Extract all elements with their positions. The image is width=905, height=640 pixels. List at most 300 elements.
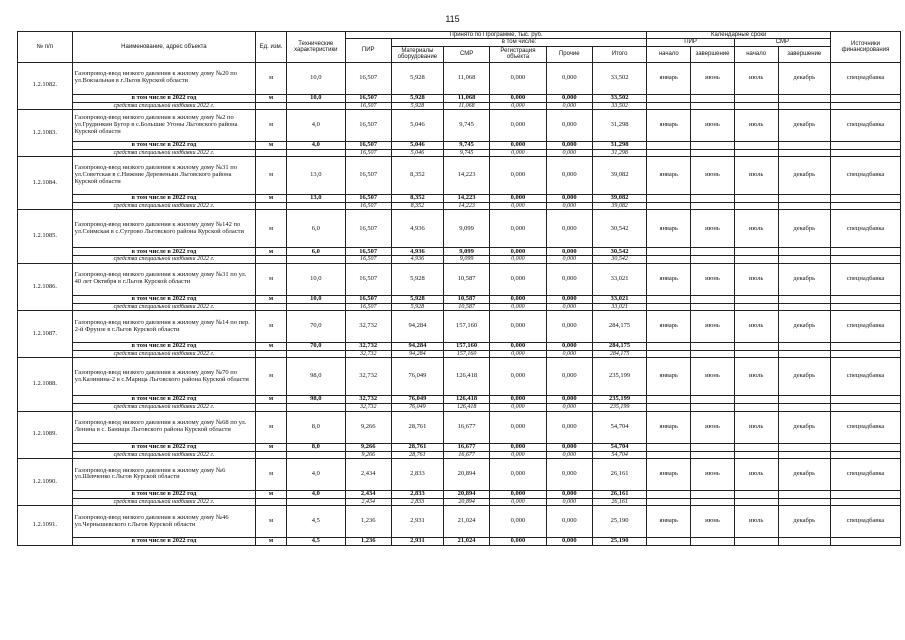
subtotal-materials: 5,928: [391, 94, 443, 102]
fund-smr: 9,099: [444, 256, 490, 263]
empty-cell: [830, 443, 900, 451]
subtotal-other: 0,000: [546, 396, 592, 404]
fund-materials: 28,761: [391, 451, 443, 458]
unit-cell: м: [256, 411, 287, 443]
empty-cell: [691, 351, 735, 358]
fund-pir: 16,507: [345, 203, 391, 210]
empty-cell: [734, 102, 778, 109]
empty-cell: [691, 538, 735, 546]
empty-cell: [734, 248, 778, 256]
smr-cell: 10,587: [444, 263, 490, 295]
fund-label: средства специальной надбавки 2022 г.: [72, 102, 256, 109]
empty-cell: [734, 343, 778, 351]
smr-end-cell: декабрь: [778, 358, 830, 396]
pir-start-cell: январь: [647, 210, 691, 248]
empty-cell: [647, 94, 691, 102]
fund-smr: 9,745: [444, 149, 490, 156]
smr-end-cell: декабрь: [778, 210, 830, 248]
subtotal-label: в том числе в 2022 год: [72, 295, 256, 303]
subtotal-other: 0,000: [546, 538, 592, 546]
row-number: 1.2.1090.: [18, 458, 73, 505]
subtotal-pir: 1,236: [345, 538, 391, 546]
smr-start-cell: июль: [734, 62, 778, 94]
fund-other: 0,000: [546, 102, 592, 109]
empty-cell: [647, 490, 691, 498]
pir-start-cell: январь: [647, 358, 691, 396]
smr-end-cell: декабрь: [778, 109, 830, 141]
empty-cell: [734, 295, 778, 303]
empty-cell: [256, 351, 287, 358]
object-name: Газопровод-ввод низкого давления к жилому дому №6 ул.Шевченко г.Льгов Курской области: [72, 458, 256, 490]
empty-cell: [734, 256, 778, 263]
tech-cell: 4,5: [286, 506, 345, 538]
subtotal-label: в том числе в 2022 год: [72, 248, 256, 256]
empty-cell: [256, 451, 287, 458]
subtotal-tech: 4,5: [286, 538, 345, 546]
empty-cell: [734, 538, 778, 546]
tech-cell: 10,0: [286, 263, 345, 295]
empty-cell: [691, 248, 735, 256]
subtotal-total: 26,161: [592, 490, 647, 498]
subtotal-unit: м: [256, 396, 287, 404]
materials-cell: 4,936: [391, 210, 443, 248]
pir-end-cell: июнь: [691, 458, 735, 490]
pir-cell: 1,236: [345, 506, 391, 538]
subtotal-reg: 0,000: [490, 195, 547, 203]
subtotal-label: в том числе в 2022 год: [72, 443, 256, 451]
unit-cell: м: [256, 210, 287, 248]
empty-cell: [691, 404, 735, 411]
col-cal-pir: ПИР: [647, 39, 734, 46]
subtotal-row: [18, 248, 901, 256]
empty-cell: [286, 451, 345, 458]
empty-cell: [830, 256, 900, 263]
col-calendar: Календарные сроки: [647, 32, 831, 39]
unit-cell: м: [256, 263, 287, 295]
col-unit: Ед. изм.: [256, 32, 287, 63]
subtotal-materials: 94,284: [391, 343, 443, 351]
pir-cell: 2,434: [345, 458, 391, 490]
subtotal-smr: 21,024: [444, 538, 490, 546]
pir-start-cell: январь: [647, 62, 691, 94]
subtotal-pir: 32,732: [345, 343, 391, 351]
col-smr: СМР: [444, 46, 490, 62]
fund-label: средства специальной надбавки 2022 г.: [72, 351, 256, 358]
empty-cell: [830, 295, 900, 303]
subtotal-other: 0,000: [546, 295, 592, 303]
fund-reg: 0,000: [490, 451, 547, 458]
row-number: 1.2.1088.: [18, 358, 73, 411]
subtotal-total: 235,199: [592, 396, 647, 404]
empty-cell: [734, 203, 778, 210]
fund-smr: 20,894: [444, 498, 490, 505]
col-end1: завершение: [691, 46, 735, 62]
subtotal-row: [18, 538, 901, 546]
unit-cell: м: [256, 311, 287, 343]
source-cell: спецнадбавка: [830, 506, 900, 538]
materials-cell: 5,928: [391, 62, 443, 94]
col-other: Прочие: [546, 46, 592, 62]
reg-cell: 0,000: [490, 411, 547, 443]
pir-end-cell: июнь: [691, 109, 735, 141]
subtotal-reg: 0,000: [490, 490, 547, 498]
pir-start-cell: январь: [647, 109, 691, 141]
subtotal-row: [18, 195, 901, 203]
fund-materials: 5,928: [391, 102, 443, 109]
empty-cell: [647, 343, 691, 351]
subtotal-pir: 9,266: [345, 443, 391, 451]
table-header: [18, 32, 901, 63]
subtotal-materials: 76,049: [391, 396, 443, 404]
unit-cell: м: [256, 109, 287, 141]
empty-cell: [256, 404, 287, 411]
empty-cell: [830, 203, 900, 210]
subtotal-row: [18, 94, 901, 102]
empty-cell: [778, 343, 830, 351]
fund-materials: 4,936: [391, 256, 443, 263]
pir-end-cell: июнь: [691, 411, 735, 443]
col-total: Итого: [592, 46, 647, 62]
empty-cell: [286, 102, 345, 109]
subtotal-smr: 9,099: [444, 248, 490, 256]
fund-total: 235,199: [592, 404, 647, 411]
source-cell: спецнадбавка: [830, 157, 900, 195]
subtotal-materials: 28,761: [391, 443, 443, 451]
fund-smr: 126,418: [444, 404, 490, 411]
empty-cell: [734, 498, 778, 505]
fund-reg: 0,000: [490, 102, 547, 109]
subtotal-unit: м: [256, 195, 287, 203]
subtotal-other: 0,000: [546, 343, 592, 351]
row-number: 1.2.1089.: [18, 411, 73, 458]
empty-cell: [256, 498, 287, 505]
total-cell: 33,502: [592, 62, 647, 94]
fund-other: 0,000: [546, 149, 592, 156]
fund-pir: 16,507: [345, 256, 391, 263]
empty-cell: [691, 295, 735, 303]
subtotal-label: в том числе в 2022 год: [72, 195, 256, 203]
empty-cell: [830, 396, 900, 404]
fund-total: 54,704: [592, 451, 647, 458]
subtotal-tech: 10,0: [286, 94, 345, 102]
fund-row: [18, 351, 901, 358]
total-cell: 235,199: [592, 358, 647, 396]
smr-cell: 16,677: [444, 411, 490, 443]
subtotal-label: в том числе в 2022 год: [72, 490, 256, 498]
reg-cell: 0,000: [490, 458, 547, 490]
table-row: [18, 506, 901, 538]
subtotal-reg: 0,000: [490, 538, 547, 546]
subtotal-unit: м: [256, 343, 287, 351]
pir-end-cell: июнь: [691, 157, 735, 195]
subtotal-materials: 4,936: [391, 248, 443, 256]
subtotal-pir: 32,732: [345, 396, 391, 404]
empty-cell: [778, 94, 830, 102]
smr-end-cell: декабрь: [778, 263, 830, 295]
empty-cell: [734, 303, 778, 310]
source-cell: спецнадбавка: [830, 458, 900, 490]
pir-cell: 9,266: [345, 411, 391, 443]
smr-end-cell: декабрь: [778, 411, 830, 443]
subtotal-pir: 16,507: [345, 141, 391, 149]
reg-cell: 0,000: [490, 311, 547, 343]
fund-total: 26,161: [592, 498, 647, 505]
empty-cell: [778, 149, 830, 156]
total-cell: 39,082: [592, 157, 647, 195]
tech-cell: 8,0: [286, 411, 345, 443]
fund-total: 33,502: [592, 102, 647, 109]
smr-cell: 157,160: [444, 311, 490, 343]
subtotal-pir: 16,507: [345, 295, 391, 303]
subtotal-smr: 10,587: [444, 295, 490, 303]
table-row: [18, 109, 901, 141]
pir-start-cell: январь: [647, 157, 691, 195]
subtotal-unit: м: [256, 490, 287, 498]
other-cell: 0,000: [546, 210, 592, 248]
table-row: [18, 411, 901, 443]
empty-cell: [778, 351, 830, 358]
subtotal-row: [18, 295, 901, 303]
empty-cell: [778, 498, 830, 505]
empty-cell: [734, 141, 778, 149]
materials-cell: 28,761: [391, 411, 443, 443]
table-body: [18, 62, 901, 546]
col-tech: Технические характеристики: [286, 32, 345, 63]
smr-cell: 9,099: [444, 210, 490, 248]
empty-cell: [830, 141, 900, 149]
pir-end-cell: июнь: [691, 210, 735, 248]
fund-label: средства специальной надбавки 2022 г.: [72, 203, 256, 210]
fund-materials: 5,046: [391, 149, 443, 156]
tech-cell: 13,0: [286, 157, 345, 195]
subtotal-tech: 10,0: [286, 295, 345, 303]
empty-cell: [647, 141, 691, 149]
empty-cell: [691, 256, 735, 263]
unit-cell: м: [256, 62, 287, 94]
fund-reg: 0,000: [490, 256, 547, 263]
object-name: Газопровод-ввод низкого давления к жилому дому №70 по ул.Калинина-2 в с.Марица Льговского района Курской области: [72, 358, 256, 396]
empty-cell: [691, 102, 735, 109]
pir-cell: 16,507: [345, 263, 391, 295]
pir-start-cell: январь: [647, 506, 691, 538]
object-name: Газопровод-ввод низкого давления к жилому дому №31 по ул.Советская в с.Нижние Деревеньки Льговского района Курской области: [72, 157, 256, 195]
empty-cell: [647, 295, 691, 303]
empty-cell: [830, 451, 900, 458]
empty-cell: [734, 195, 778, 203]
reg-cell: 0,000: [490, 62, 547, 94]
subtotal-tech: 98,0: [286, 396, 345, 404]
unit-cell: м: [256, 506, 287, 538]
object-name: Газопровод-ввод низкого давления к жилому дому №20 по ул.Вокзальная в г.Льгов Курской области: [72, 62, 256, 94]
object-name: Газопровод-ввод низкого давления к жилому дому №14 по пер. 2-й Фрунзе в г.Льгов Курской области: [72, 311, 256, 343]
reg-cell: 0,000: [490, 358, 547, 396]
empty-cell: [734, 451, 778, 458]
materials-cell: 5,046: [391, 109, 443, 141]
empty-cell: [734, 490, 778, 498]
reg-cell: 0,000: [490, 109, 547, 141]
table-row: [18, 62, 901, 94]
smr-cell: 9,745: [444, 109, 490, 141]
empty-cell: [647, 351, 691, 358]
pir-start-cell: январь: [647, 411, 691, 443]
smr-end-cell: декабрь: [778, 311, 830, 343]
source-cell: спецнадбавка: [830, 311, 900, 343]
subtotal-label: в том числе в 2022 год: [72, 343, 256, 351]
total-cell: 284,175: [592, 311, 647, 343]
fund-other: 0,000: [546, 351, 592, 358]
subtotal-other: 0,000: [546, 195, 592, 203]
subtotal-smr: 157,160: [444, 343, 490, 351]
pir-end-cell: июнь: [691, 358, 735, 396]
fund-pir: 32,732: [345, 404, 391, 411]
pir-cell: 32,732: [345, 311, 391, 343]
fund-total: 30,542: [592, 256, 647, 263]
empty-cell: [830, 404, 900, 411]
empty-cell: [778, 538, 830, 546]
fund-row: [18, 404, 901, 411]
subtotal-unit: м: [256, 248, 287, 256]
smr-end-cell: декабрь: [778, 506, 830, 538]
fund-other: 0,000: [546, 203, 592, 210]
subtotal-pir: 2,434: [345, 490, 391, 498]
total-cell: 30,542: [592, 210, 647, 248]
subtotal-unit: м: [256, 141, 287, 149]
object-name: Газопровод-ввод низкого давления к жилому дому №142 по ул.Сеимская в с.Сугрово Льговского района Курской области: [72, 210, 256, 248]
fund-materials: 94,284: [391, 351, 443, 358]
subtotal-other: 0,000: [546, 141, 592, 149]
unit-cell: м: [256, 458, 287, 490]
subtotal-total: 54,704: [592, 443, 647, 451]
subtotal-materials: 8,352: [391, 195, 443, 203]
subtotal-label: в том числе в 2022 год: [72, 396, 256, 404]
subtotal-materials: 2,833: [391, 490, 443, 498]
source-cell: спецнадбавка: [830, 62, 900, 94]
row-number: 1.2.1091.: [18, 506, 73, 546]
col-cal-smr: СМР: [734, 39, 830, 46]
other-cell: 0,000: [546, 506, 592, 538]
empty-cell: [778, 404, 830, 411]
empty-cell: [734, 404, 778, 411]
materials-cell: 2,833: [391, 458, 443, 490]
subtotal-row: [18, 490, 901, 498]
fund-total: 33,021: [592, 303, 647, 310]
empty-cell: [691, 396, 735, 404]
row-number: 1.2.1082.: [18, 62, 73, 109]
empty-cell: [647, 451, 691, 458]
empty-cell: [778, 195, 830, 203]
subtotal-materials: 5,046: [391, 141, 443, 149]
empty-cell: [286, 404, 345, 411]
empty-cell: [830, 498, 900, 505]
source-cell: спецнадбавка: [830, 210, 900, 248]
materials-cell: 94,284: [391, 311, 443, 343]
subtotal-row: [18, 141, 901, 149]
empty-cell: [286, 351, 345, 358]
fund-smr: 10,587: [444, 303, 490, 310]
empty-cell: [830, 149, 900, 156]
subtotal-pir: 16,507: [345, 94, 391, 102]
reg-cell: 0,000: [490, 506, 547, 538]
subtotal-reg: 0,000: [490, 141, 547, 149]
row-number: 1.2.1083.: [18, 109, 73, 156]
other-cell: 0,000: [546, 311, 592, 343]
source-cell: спецнадбавка: [830, 109, 900, 141]
page-number: 115: [445, 14, 460, 24]
col-pir: ПИР: [345, 39, 391, 62]
object-name: Газопровод-ввод низкого давления к жилому дому №46 ул.Чернышевского г.Льгов Курской области: [72, 506, 256, 538]
empty-cell: [734, 149, 778, 156]
pir-start-cell: январь: [647, 263, 691, 295]
materials-cell: 76,049: [391, 358, 443, 396]
smr-start-cell: июль: [734, 157, 778, 195]
subtotal-reg: 0,000: [490, 396, 547, 404]
tech-cell: 6,0: [286, 210, 345, 248]
empty-cell: [691, 203, 735, 210]
subtotal-total: 33,502: [592, 94, 647, 102]
fund-label: средства специальной надбавки 2022 г.: [72, 303, 256, 310]
empty-cell: [691, 94, 735, 102]
empty-cell: [256, 256, 287, 263]
materials-cell: 2,931: [391, 506, 443, 538]
empty-cell: [647, 195, 691, 203]
row-number: 1.2.1086.: [18, 263, 73, 310]
tech-cell: 98,0: [286, 358, 345, 396]
total-cell: 25,190: [592, 506, 647, 538]
fund-other: 0,000: [546, 498, 592, 505]
empty-cell: [647, 149, 691, 156]
subtotal-smr: 126,418: [444, 396, 490, 404]
empty-cell: [647, 102, 691, 109]
subtotal-total: 33,021: [592, 295, 647, 303]
subtotal-reg: 0,000: [490, 295, 547, 303]
source-cell: спецнадбавка: [830, 411, 900, 443]
fund-smr: 157,160: [444, 351, 490, 358]
fund-materials: 5,928: [391, 303, 443, 310]
fund-total: 284,175: [592, 351, 647, 358]
empty-cell: [778, 203, 830, 210]
empty-cell: [830, 303, 900, 310]
empty-cell: [830, 490, 900, 498]
pir-start-cell: январь: [647, 311, 691, 343]
fund-pir: 32,732: [345, 351, 391, 358]
table-row: [18, 263, 901, 295]
table-row: [18, 358, 901, 396]
empty-cell: [778, 443, 830, 451]
row-number: 1.2.1085.: [18, 210, 73, 263]
fund-total: 31,298: [592, 149, 647, 156]
reg-cell: 0,000: [490, 263, 547, 295]
empty-cell: [256, 203, 287, 210]
col-accepted: Принято по Программе, тыс. руб.: [345, 32, 647, 39]
empty-cell: [286, 498, 345, 505]
subtotal-unit: м: [256, 538, 287, 546]
empty-cell: [778, 248, 830, 256]
subtotal-unit: м: [256, 94, 287, 102]
subtotal-pir: 16,507: [345, 195, 391, 203]
empty-cell: [830, 351, 900, 358]
subtotal-reg: 0,000: [490, 248, 547, 256]
materials-cell: 5,928: [391, 263, 443, 295]
fund-reg: 0,000: [490, 203, 547, 210]
pir-cell: 16,507: [345, 210, 391, 248]
smr-start-cell: июль: [734, 411, 778, 443]
tech-cell: 10,0: [286, 62, 345, 94]
subtotal-smr: 16,677: [444, 443, 490, 451]
fund-pir: 16,507: [345, 102, 391, 109]
empty-cell: [647, 404, 691, 411]
table-row: [18, 458, 901, 490]
fund-other: 0,000: [546, 303, 592, 310]
